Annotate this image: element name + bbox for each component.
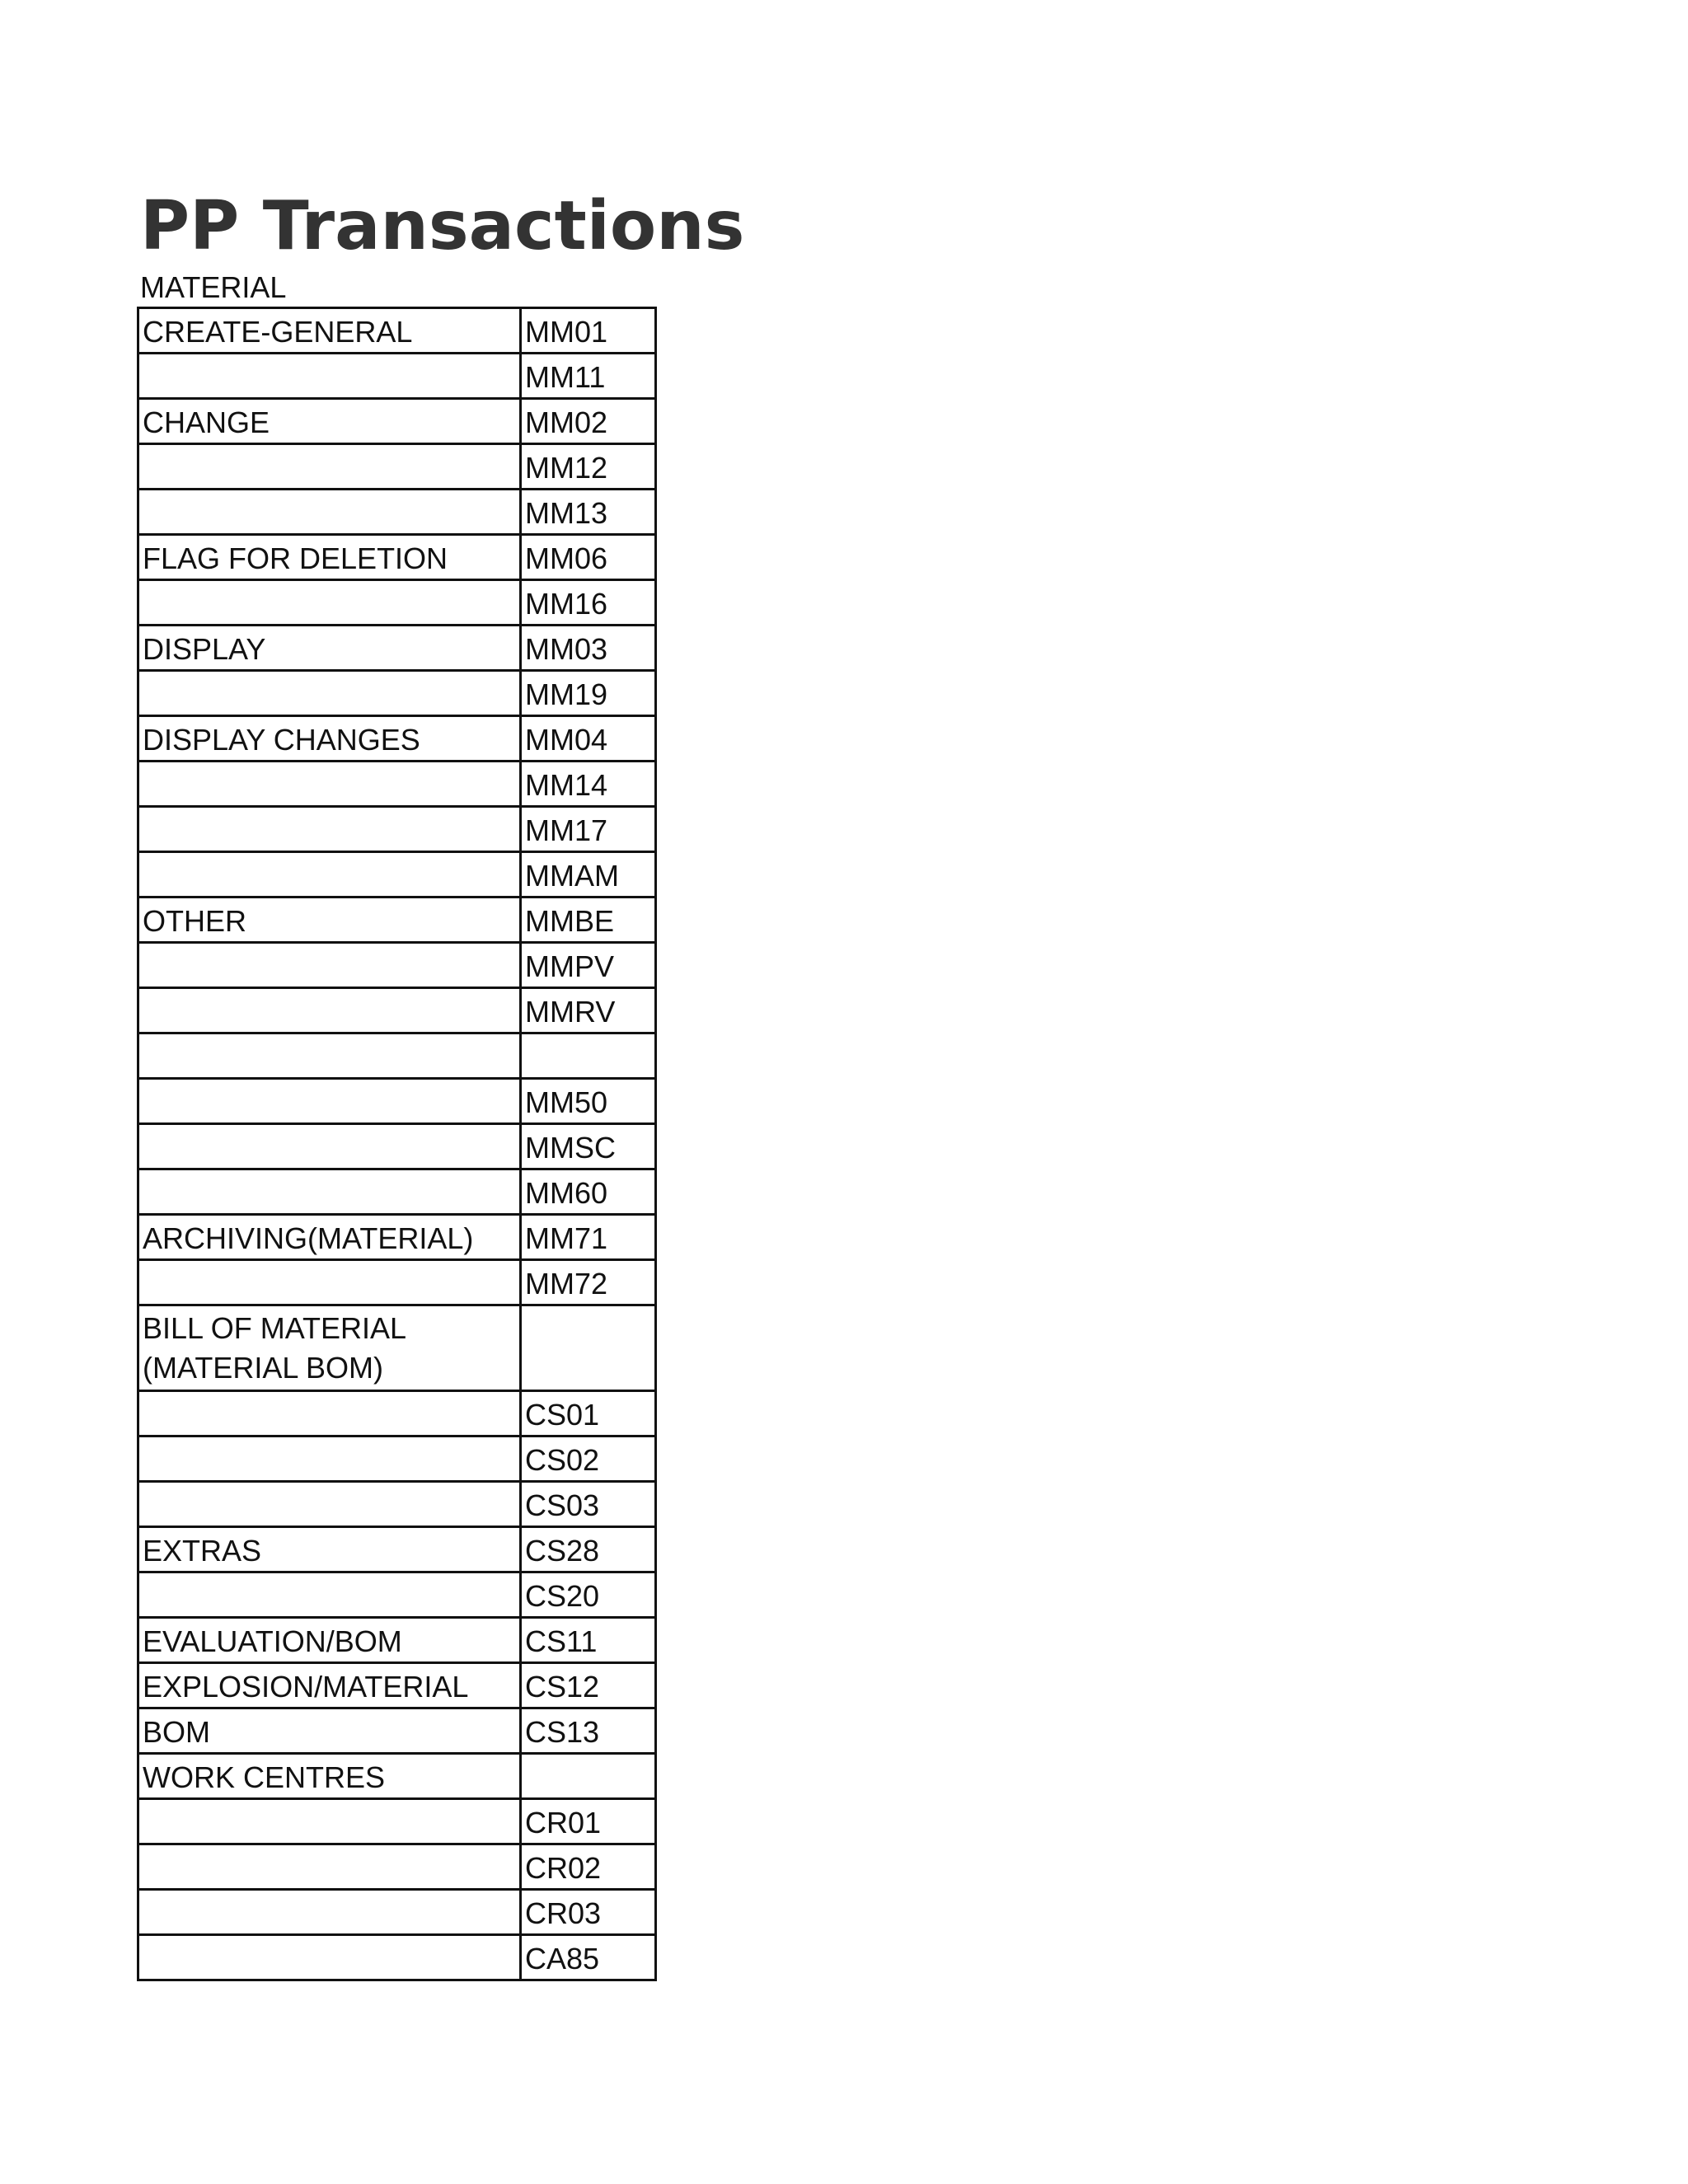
- table-row: [138, 807, 656, 852]
- transaction-code-cell[interactable]: [521, 1033, 656, 1079]
- transaction-code-cell[interactable]: CS12: [521, 1663, 656, 1708]
- table-row: [138, 852, 656, 898]
- transaction-code-cell[interactable]: MM71: [521, 1215, 656, 1260]
- table-row: [138, 1215, 656, 1260]
- row-label-cell[interactable]: [138, 852, 521, 898]
- transaction-code-cell[interactable]: MM16: [521, 580, 656, 626]
- row-label-cell[interactable]: [138, 580, 521, 626]
- transaction-code-cell[interactable]: CR03: [521, 1890, 656, 1935]
- table-row: [138, 580, 656, 626]
- table-row: [138, 1305, 656, 1391]
- transaction-code-cell[interactable]: MMPV: [521, 943, 656, 988]
- row-label-cell[interactable]: [138, 444, 521, 490]
- transaction-code-cell[interactable]: CS13: [521, 1708, 656, 1754]
- transaction-code-cell[interactable]: CS28: [521, 1527, 656, 1572]
- table-row: [138, 1482, 656, 1527]
- table-row: [138, 1260, 656, 1305]
- table-row: [138, 626, 656, 671]
- row-label-cell[interactable]: EXTRAS: [138, 1527, 521, 1572]
- table-row: [138, 308, 656, 354]
- transaction-code-cell[interactable]: CA85: [521, 1935, 656, 1980]
- section-label: MATERIAL: [140, 270, 287, 304]
- table-row: [138, 1618, 656, 1663]
- transaction-table-body: [138, 308, 656, 1980]
- table-row: [138, 1572, 656, 1618]
- row-label-cell[interactable]: EXPLOSION/MATERIAL: [138, 1663, 521, 1708]
- table-row: [138, 762, 656, 807]
- table-row: [138, 671, 656, 716]
- table-row: [138, 1663, 656, 1708]
- transaction-code-cell[interactable]: MM12: [521, 444, 656, 490]
- transaction-table: [137, 307, 657, 1981]
- transaction-code-cell[interactable]: MMRV: [521, 988, 656, 1033]
- row-label-cell[interactable]: [138, 762, 521, 807]
- row-label-cell[interactable]: [138, 1079, 521, 1124]
- row-label-cell[interactable]: [138, 1169, 521, 1215]
- table-row: [138, 1169, 656, 1215]
- row-label-cell[interactable]: OTHER: [138, 898, 521, 943]
- row-label-cell[interactable]: CHANGE: [138, 399, 521, 444]
- row-label-cell[interactable]: WORK CENTRES: [138, 1754, 521, 1799]
- transaction-code-cell[interactable]: MM19: [521, 671, 656, 716]
- row-label-cell[interactable]: [138, 1033, 521, 1079]
- transaction-code-cell[interactable]: MM11: [521, 354, 656, 399]
- transaction-code-cell[interactable]: CS01: [521, 1391, 656, 1436]
- transaction-code-cell[interactable]: MM03: [521, 626, 656, 671]
- row-label-cell[interactable]: [138, 354, 521, 399]
- row-label-cell[interactable]: [138, 1844, 521, 1890]
- table-row: [138, 1799, 656, 1844]
- transaction-code-cell[interactable]: [521, 1754, 656, 1799]
- table-row: [138, 1124, 656, 1169]
- row-label-cell[interactable]: [138, 1260, 521, 1305]
- table-row: [138, 943, 656, 988]
- table-row: [138, 1935, 656, 1980]
- row-label-cell[interactable]: [138, 807, 521, 852]
- table-row: [138, 1391, 656, 1436]
- table-row: [138, 1079, 656, 1124]
- row-label-cell[interactable]: [138, 1124, 521, 1169]
- row-label-cell[interactable]: [138, 1436, 521, 1482]
- row-label-cell[interactable]: DISPLAY CHANGES: [138, 716, 521, 762]
- table-row: [138, 1527, 656, 1572]
- table-row: [138, 1033, 656, 1079]
- row-label-cell[interactable]: [138, 1391, 521, 1436]
- row-label-cell[interactable]: [138, 1572, 521, 1618]
- transaction-code-cell[interactable]: CS20: [521, 1572, 656, 1618]
- row-label-cell[interactable]: DISPLAY: [138, 626, 521, 671]
- row-label-cell[interactable]: BILL OF MATERIAL (MATERIAL BOM): [138, 1305, 521, 1391]
- table-row: [138, 898, 656, 943]
- row-label-cell[interactable]: [138, 1482, 521, 1527]
- row-label-cell[interactable]: FLAG FOR DELETION: [138, 535, 521, 580]
- table-row: [138, 490, 656, 535]
- transaction-code-cell[interactable]: MM13: [521, 490, 656, 535]
- transaction-code-cell[interactable]: CR02: [521, 1844, 656, 1890]
- table-row: [138, 1844, 656, 1890]
- row-label-cell[interactable]: [138, 1935, 521, 1980]
- row-label-cell[interactable]: [138, 1890, 521, 1935]
- page-title: PP Transactions: [140, 187, 745, 265]
- transaction-code-cell[interactable]: MM60: [521, 1169, 656, 1215]
- table-row: [138, 1890, 656, 1935]
- transaction-code-cell[interactable]: MM17: [521, 807, 656, 852]
- table-row: [138, 535, 656, 580]
- transaction-code-cell[interactable]: CS11: [521, 1618, 656, 1663]
- transaction-code-cell[interactable]: MM02: [521, 399, 656, 444]
- transaction-code-cell[interactable]: MM50: [521, 1079, 656, 1124]
- row-label-cell[interactable]: [138, 671, 521, 716]
- transaction-code-cell[interactable]: [521, 1305, 656, 1391]
- transaction-code-cell[interactable]: MM72: [521, 1260, 656, 1305]
- table-row: [138, 354, 656, 399]
- transaction-code-cell[interactable]: MMBE: [521, 898, 656, 943]
- row-label-cell[interactable]: [138, 490, 521, 535]
- table-row: [138, 988, 656, 1033]
- row-label-cell[interactable]: [138, 1799, 521, 1844]
- table-row: [138, 444, 656, 490]
- table-row: [138, 1708, 656, 1754]
- row-label-cell[interactable]: CREATE-GENERAL: [138, 308, 521, 354]
- transaction-code-cell[interactable]: CS03: [521, 1482, 656, 1527]
- transaction-code-cell[interactable]: MMSC: [521, 1124, 656, 1169]
- transaction-code-cell[interactable]: MM14: [521, 762, 656, 807]
- row-label-cell[interactable]: ARCHIVING(MATERIAL): [138, 1215, 521, 1260]
- table-row: [138, 399, 656, 444]
- transaction-code-cell[interactable]: MM01: [521, 308, 656, 354]
- row-label-cell[interactable]: BOM: [138, 1708, 521, 1754]
- transaction-code-cell[interactable]: MM06: [521, 535, 656, 580]
- row-label-cell[interactable]: EVALUATION/BOM: [138, 1618, 521, 1663]
- row-label-cell[interactable]: [138, 943, 521, 988]
- transaction-code-cell[interactable]: CR01: [521, 1799, 656, 1844]
- table-row: [138, 716, 656, 762]
- table-row: [138, 1436, 656, 1482]
- transaction-code-cell[interactable]: MM04: [521, 716, 656, 762]
- row-label-cell[interactable]: [138, 988, 521, 1033]
- table-row: [138, 1754, 656, 1799]
- transaction-code-cell[interactable]: CS02: [521, 1436, 656, 1482]
- transaction-code-cell[interactable]: MMAM: [521, 852, 656, 898]
